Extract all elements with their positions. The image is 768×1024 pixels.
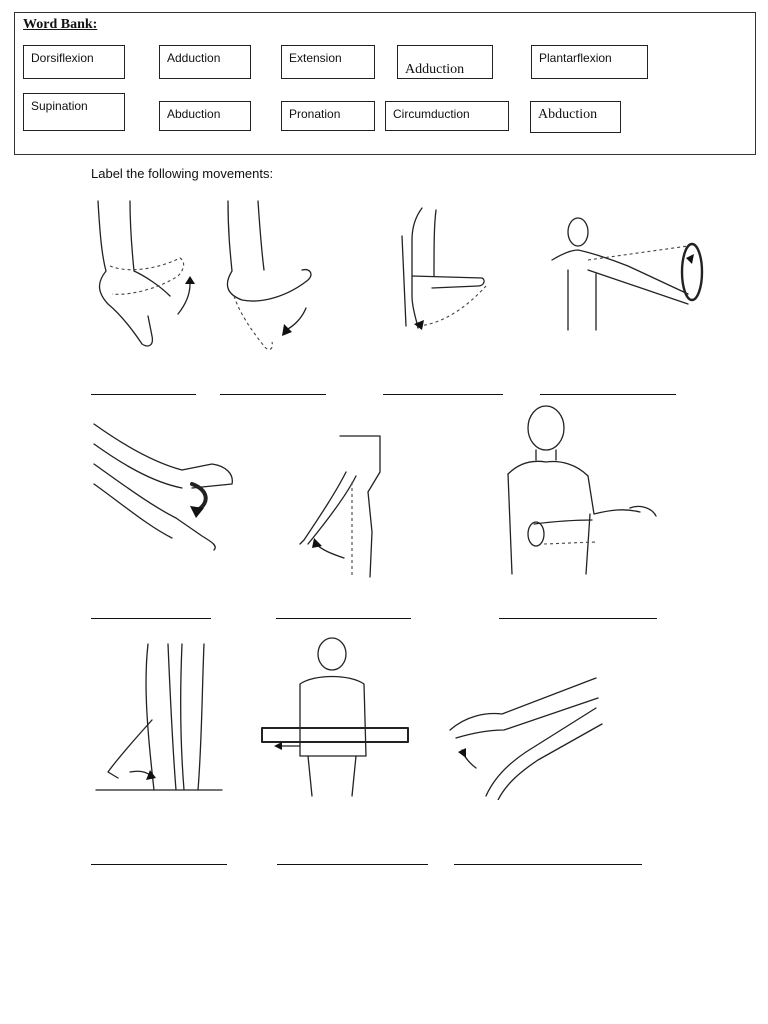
answer-line-8[interactable] [91, 864, 227, 865]
term-abduction-1: Abduction [159, 101, 251, 131]
term-pronation: Pronation [281, 101, 375, 131]
word-bank [14, 12, 756, 155]
term-dorsiflexion: Dorsiflexion [23, 45, 125, 79]
answer-line-2[interactable] [220, 394, 326, 395]
term-abduction-2: Abduction [530, 101, 621, 133]
term-adduction-2: Adduction [397, 45, 493, 79]
answer-line-7[interactable] [499, 618, 657, 619]
term-extension: Extension [281, 45, 375, 79]
forearm-supination-illustration [500, 404, 660, 586]
dorsiflexion-foot-illustration [90, 196, 205, 366]
answer-line-5[interactable] [91, 618, 211, 619]
answer-line-3[interactable] [383, 394, 503, 395]
shoulder-extension-illustration [382, 196, 500, 366]
hip-adduction-illustration [94, 640, 224, 800]
circumduction-arm-illustration [548, 210, 718, 340]
word-bank-title: Word Bank: [23, 17, 98, 32]
answer-line-9[interactable] [277, 864, 428, 865]
plantarflexion-foot-illustration [218, 196, 328, 366]
answer-line-6[interactable] [276, 618, 411, 619]
term-plantarflexion: Plantarflexion [531, 45, 648, 79]
answer-line-10[interactable] [454, 864, 642, 865]
instruction-text: Label the following movements: [91, 166, 274, 181]
term-adduction-1: Adduction [159, 45, 251, 79]
shoulder-adduction-illustration [260, 636, 410, 802]
term-supination: Supination [23, 93, 125, 131]
forearm-pronation-illustration [92, 414, 242, 554]
forearm-supination-2-illustration [446, 668, 606, 800]
answer-line-1[interactable] [91, 394, 196, 395]
answer-line-4[interactable] [540, 394, 676, 395]
term-circumduction: Circumduction [385, 101, 509, 131]
hip-abduction-illustration [296, 432, 386, 582]
